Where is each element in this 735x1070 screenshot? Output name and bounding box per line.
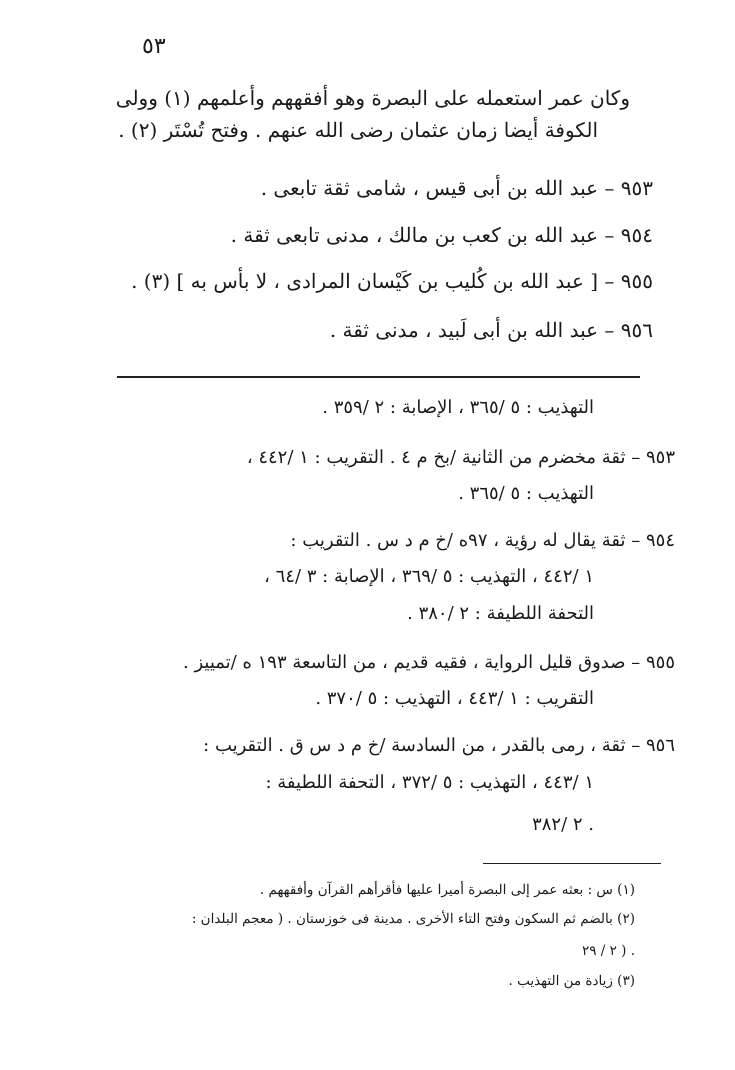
section-divider [117, 376, 640, 378]
note-continuation: التهذيب : ٥ /٣٦٥ ، الإصابة : ٢ /٣٥٩ . [322, 397, 594, 418]
note-953-line-1: ٩٥٣ – ثقة مخضرم من الثانية /بخ م ٤ . التقريب : ١ /٤٤٢ ، [246, 447, 675, 468]
entry-956: ٩٥٦ – عبد الله بن أبى لَبيد ، مدنى ثقة . [329, 318, 653, 342]
footnote-2-line-1: (٢) بالضم ثم السكون وفتح التاء الأخرى . مدينة فى خوزستان . ( معجم البلدان : [191, 911, 635, 927]
note-955-line-2: التقريب : ١ /٤٤٣ ، التهذيب : ٥ /٣٧٠ . [315, 688, 594, 709]
note-956-line-1: ٩٥٦ – ثقة ، رمى بالقدر ، من السادسة /خ م د س ق . التقريب : [203, 735, 675, 756]
entry-954: ٩٥٤ – عبد الله بن كعب بن مالك ، مدنى تابعى ثقة . [230, 223, 653, 247]
note-955-line-1: ٩٥٥ – صدوق قليل الرواية ، فقيه قديم ، من التاسعة ١٩٣ ه /تمييز . [183, 652, 675, 673]
note-954-line-1: ٩٥٤ – ثقة يقال له رؤية ، ٩٧ه /خ م د س . التقريب : [290, 530, 675, 551]
footnote-3: (٣) زيادة من التهذيب . [508, 973, 635, 989]
note-956-line-3: ٢ /٣٨٢ . [532, 814, 594, 835]
note-953-line-2: التهذيب : ٥ /٣٦٥ . [458, 483, 594, 504]
footnote-divider [483, 863, 661, 864]
entry-955: ٩٥٥ – [ عبد الله بن كُليب بن كَيْسان المرادى ، لا بأس به ] (٣) . [131, 269, 653, 293]
footnote-2-line-2: ٢ / ٢٩ ) . [581, 943, 635, 959]
note-956-line-2: ١ /٤٤٣ ، التهذيب : ٥ /٣٧٢ ، التحفة اللطيفة : [265, 772, 594, 793]
entry-953: ٩٥٣ – عبد الله بن أبى قيس ، شامى ثقة تابعى . [260, 176, 653, 200]
page-number: ٥٣ [142, 34, 166, 59]
intro-line-1: وكان عمر استعمله على البصرة وهو أفقههم وأعلمهم (١) وولى [115, 86, 630, 110]
intro-line-2: الكوفة أيضا زمان عثمان رضى الله عنهم . وفتح تُسْتَر (٢) . [118, 118, 598, 142]
footnote-1: (١) س : بعثه عمر إلى البصرة أميرا عليها فأقرأهم القرآن وأفقههم . [259, 882, 635, 898]
note-954-line-3: التحفة اللطيفة : ٢ /٣٨٠ . [407, 603, 594, 624]
note-954-line-2: ١ /٤٤٢ ، التهذيب : ٥ /٣٦٩ ، الإصابة : ٣ /٦٤ ، [264, 566, 594, 587]
